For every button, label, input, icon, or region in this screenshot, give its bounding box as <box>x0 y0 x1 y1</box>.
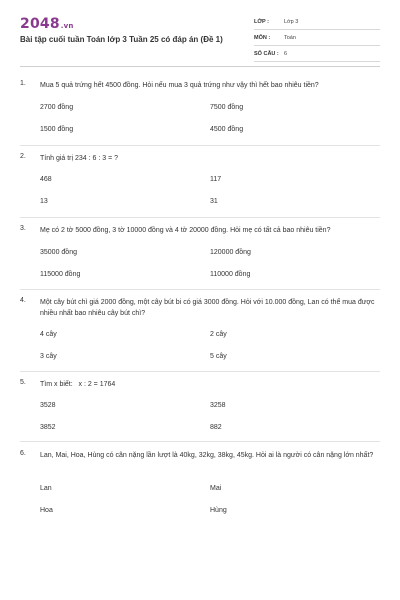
question-number: 5. <box>20 379 26 386</box>
answer-option[interactable]: Lan <box>40 485 52 492</box>
question-separator <box>20 217 380 218</box>
site-logo[interactable] <box>20 16 74 32</box>
answer-option[interactable]: 13 <box>40 198 48 205</box>
question-number: 6. <box>20 450 26 457</box>
answer-option[interactable]: 35000 đồng <box>40 249 77 256</box>
worksheet-header <box>20 14 380 64</box>
answer-option[interactable]: 2 cây <box>210 331 227 338</box>
question-separator <box>20 441 380 442</box>
question-number: 4. <box>20 297 26 304</box>
question-number: 1. <box>20 80 26 87</box>
answer-option[interactable]: 7500 đồng <box>210 104 244 111</box>
info-value: Toán <box>284 35 296 41</box>
info-value: Lớp 3 <box>284 19 299 25</box>
worksheet-title: Bài tập cuối tuần Toán lớp 3 Tuần 25 có đáp án (Đề 1) <box>20 35 223 44</box>
header-divider <box>20 66 380 67</box>
question-text: Tìm x biết: x : 2 = 1764 <box>40 381 116 388</box>
answer-option[interactable]: Hùng <box>210 507 227 514</box>
question-separator <box>20 371 380 372</box>
answer-option[interactable]: 4 cây <box>40 331 57 338</box>
info-value: 6 <box>284 51 288 57</box>
answer-option[interactable]: 3852 <box>40 424 56 431</box>
answer-option[interactable]: 882 <box>210 424 222 431</box>
answer-option[interactable]: 3258 <box>210 402 226 409</box>
info-row-subject <box>254 30 380 46</box>
answer-option[interactable]: 1500 đồng <box>40 126 74 133</box>
answer-option[interactable]: 3528 <box>40 402 56 409</box>
answer-option[interactable]: 5 cây <box>210 353 227 360</box>
answer-option[interactable]: 468 <box>40 176 52 183</box>
logo-suffix: .vn <box>60 22 74 30</box>
question-separator <box>20 289 380 290</box>
question-text: Lan, Mai, Hoa, Hùng có cân nặng lần lượt là 40kg, 32kg, 38kg, 45kg. Hỏi ai là người có cân nặng lớn nhất? <box>40 452 374 459</box>
logo-main: 2048 <box>20 16 60 32</box>
info-row-class <box>254 14 380 30</box>
question-text: Một cây bút chì giá 2000 đồng, một cây bút bi có giá 3000 đồng. Hỏi với 10.000 đồng, Lan có thể mua được nhiều nhất bao nhiêu cây bút chì? <box>40 299 375 317</box>
info-key: MÔN : <box>254 35 271 41</box>
question-number: 3. <box>20 225 26 232</box>
question-text: Tính giá trị 234 : 6 : 3 = ? <box>40 155 119 162</box>
worksheet-info <box>254 14 380 62</box>
answer-option[interactable]: Mai <box>210 485 222 492</box>
info-key: SỐ CÂU : <box>254 51 279 57</box>
answer-option[interactable]: 31 <box>210 198 218 205</box>
question-number: 2. <box>20 153 26 160</box>
info-key: LỚP : <box>254 19 269 25</box>
answer-option[interactable]: 110000 đồng <box>210 271 251 278</box>
answer-option[interactable]: Hoa <box>40 507 53 514</box>
question-separator <box>20 145 380 146</box>
answer-option[interactable]: 117 <box>210 176 222 183</box>
answer-option[interactable]: 4500 đồng <box>210 126 244 133</box>
answer-option[interactable]: 120000 đồng <box>210 249 251 256</box>
answer-option[interactable]: 3 cây <box>40 353 57 360</box>
question-text: Mua 5 quả trứng hết 4500 đồng. Hỏi nếu mua 3 quả trứng như vậy thì hết bao nhiêu tiền? <box>40 82 319 89</box>
answer-option[interactable]: 2700 đồng <box>40 104 74 111</box>
info-row-question-count <box>254 46 380 62</box>
question-text: Mẹ có 2 tờ 5000 đồng, 3 tờ 10000 đồng và 4 tờ 20000 đồng. Hỏi mẹ có tất cả bao nhiêu tiền? <box>40 227 331 234</box>
answer-option[interactable]: 115000 đồng <box>40 271 81 278</box>
